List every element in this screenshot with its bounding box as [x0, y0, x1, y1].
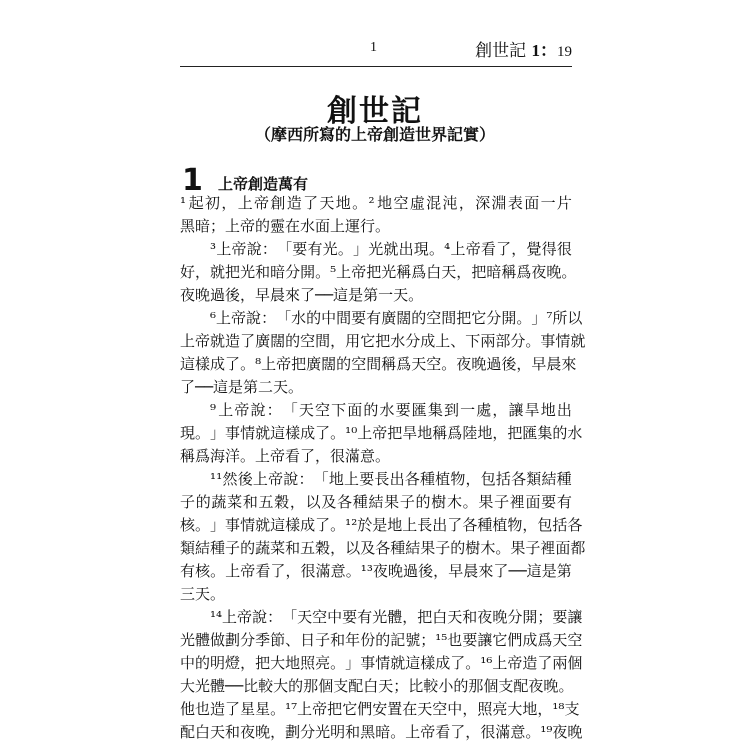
- page-number: 1: [370, 40, 377, 55]
- text-line: [180, 698, 580, 721]
- chapter-number: 1: [182, 163, 203, 198]
- text-line-content: 三天。: [180, 585, 226, 603]
- running-head-separator: ：: [540, 41, 557, 60]
- running-head-book: 創世記: [475, 41, 527, 61]
- text-line: [180, 284, 572, 307]
- text-line: [180, 560, 572, 583]
- text-line-content: 中 的 明 燈 ， 把 大 地 照 亮 。 」 事 情 就 這 樣 成 了 。 ¹ ⁶ 上 帝 造 了 兩 個: [180, 654, 583, 672]
- text-line: [180, 537, 586, 560]
- text-line-content: 有 核 。 上 帝 看 了 ， 很 滿 意 。 ¹ ³ 夜 晚 過 後 ， 早 晨 來 了 ─ ─ 這 是 第: [180, 562, 572, 580]
- text-line: [180, 675, 572, 698]
- text-line: [180, 721, 583, 744]
- text-line: [180, 399, 572, 422]
- text-line: [180, 514, 583, 537]
- text-line: [180, 422, 583, 445]
- text-line: [180, 215, 572, 238]
- text-line: [180, 307, 583, 330]
- scripture-text: [180, 192, 586, 744]
- text-line: [180, 445, 572, 468]
- book-title: 創世記: [327, 94, 423, 129]
- text-line: [180, 330, 586, 353]
- text-line-content: 他 也 造 了 星 星 。 ¹ ⁷ 上 帝 把 它 們 安 置 在 天 空 中 ， 照 亮 大 地 ， ¹ ⁸ 支: [180, 700, 580, 718]
- text-line-content: 子 的 蔬 菜 和 五 穀 ， 以 及 各 種 結 果 子 的 樹 木 。 果 子 裡 面 要 有: [180, 493, 572, 511]
- text-line: [180, 491, 572, 514]
- text-line-content: 好 ， 就 把 光 和 暗 分 開 。 ⁵ 上 帝 把 光 稱 爲 白 天 ， 把 暗 稱 爲 夜 晚 。: [180, 263, 577, 281]
- page-header: [180, 34, 572, 64]
- text-line-content: 類 結 種 子 的 蔬 菜 和 五 穀 ， 以 及 各 種 結 果 子 的 樹 木 。 果 子 裡 面 都: [180, 539, 586, 557]
- text-line: [180, 629, 583, 652]
- text-line: [180, 192, 572, 215]
- running-head: [475, 36, 572, 61]
- running-head-verse: 19: [557, 44, 572, 60]
- text-line-content: 上 帝 就 造 了 廣 闊 的 空 間 ， 用 它 把 水 分 成 上 、 下 兩 部 分 。 事 情 就: [180, 332, 586, 350]
- text-line-content: 稱爲海洋。上帝看了，很滿意。: [180, 447, 391, 465]
- text-line-content: 光 體 做 劃 分 季 節 、 日 子 和 年 份 的 記 號 ； ¹ ⁵ 也 要 讓 它 們 成 爲 天 空: [180, 631, 583, 649]
- text-line-content: 配 白 天 和 夜 晚 ， 劃 分 光 明 和 黑 暗 。 上 帝 看 了 ， 很 滿 意 。 ¹ ⁹ 夜 晚: [180, 723, 583, 741]
- text-line: [180, 468, 572, 491]
- text-line-content: ⁹ 上 帝 說 ： 「 天 空 下 面 的 水 要 匯 集 到 一 處 ， 讓 旱 地 出: [210, 401, 572, 419]
- header-rule: [180, 66, 572, 67]
- book-subtitle: （摩西所寫的上帝創造世界記實）: [254, 125, 495, 144]
- text-line-content: ¹ 起 初 ， 上 帝 創 造 了 天 地 。 ² 地 空 虛 混 沌 ， 深 淵 表 面 一 片: [180, 194, 572, 212]
- running-head-chapter: 1: [531, 41, 540, 60]
- text-line-content: ¹ ⁴ 上 帝 說 ： 「 天 空 中 要 有 光 體 ， 把 白 天 和 夜 晚 分 開 ； 要 讓: [210, 608, 583, 626]
- text-line-content: ³ 上 帝 說 ： 「 要 有 光 。 」 光 就 出 現 。 ⁴ 上 帝 看 了 ， 覺 得 很: [210, 240, 572, 258]
- text-line-content: 了──這是第二天。: [180, 378, 304, 396]
- text-line: [180, 606, 583, 629]
- section-heading: 上帝創造萬有: [218, 175, 309, 193]
- text-line: [180, 652, 583, 675]
- text-line-content: 現 。 」 事 情 就 這 樣 成 了 。 ¹ ⁰ 上 帝 把 旱 地 稱 爲 陸 地 ， 把 匯 集 的 水: [180, 424, 583, 442]
- text-line-content: 這 樣 成 了 。 ⁸ 上 帝 把 廣 闊 的 空 間 稱 爲 天 空 。 夜 晚 過 後 ， 早 晨 來: [180, 355, 577, 373]
- text-line-content: 夜晚過後，早晨來了──這是第一天。: [180, 286, 424, 304]
- text-line: [180, 353, 577, 376]
- text-line: [180, 261, 577, 284]
- text-line-content: ¹ ¹ 然 後 上 帝 說 ： 「 地 上 要 長 出 各 種 植 物 ， 包 括 各 類 結 種: [210, 470, 572, 488]
- text-line-content: 核 。 」 事 情 就 這 樣 成 了 。 ¹ ² 於 是 地 上 長 出 了 各 種 植 物 ， 包 括 各: [180, 516, 583, 534]
- text-line: [180, 583, 572, 606]
- text-line: [180, 238, 572, 261]
- text-line-content: ⁶ 上 帝 說 ： 「 水 的 中 間 要 有 廣 闊 的 空 間 把 它 分 開 。 」 ⁷ 所 以: [210, 309, 583, 327]
- text-line: [180, 376, 572, 399]
- text-line-content: 黑暗；上帝的靈在水面上運行。: [180, 217, 391, 235]
- text-line-content: 大 光 體 ─ ─ 比 較 大 的 那 個 支 配 白 天 ； 比 較 小 的 那 個 支 配 夜 晚 。: [180, 677, 574, 695]
